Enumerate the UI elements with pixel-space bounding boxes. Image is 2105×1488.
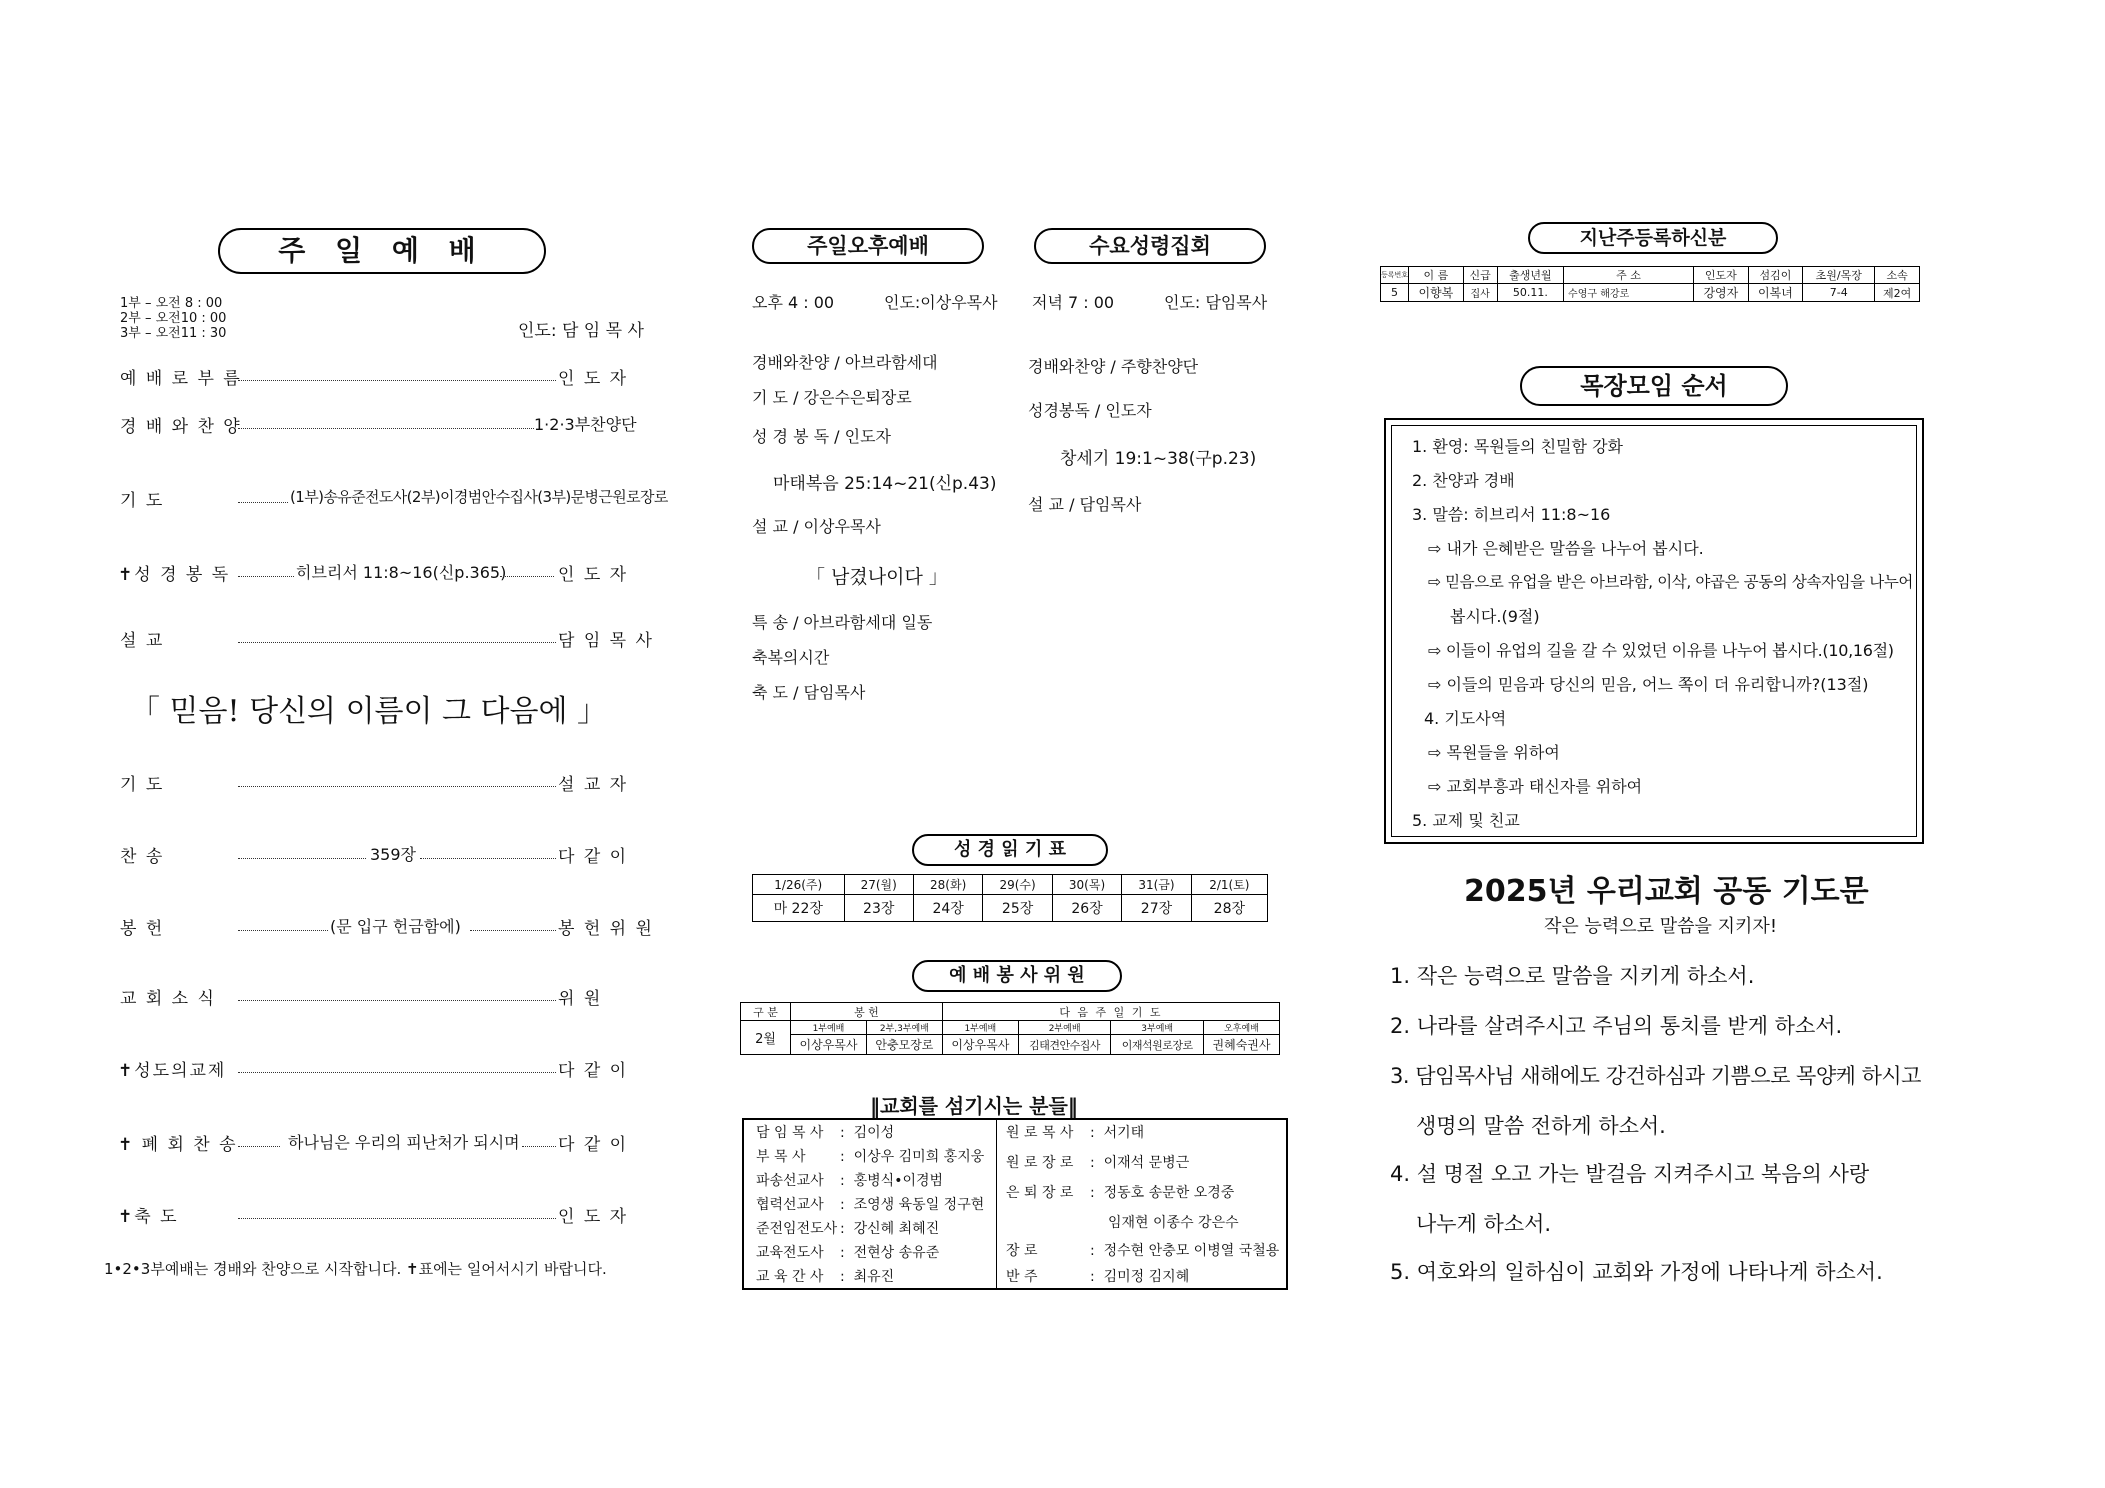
- minister-role: 교육전도사: [756, 1245, 824, 1261]
- minister-names-text: 이상우 김미희 홍지웅: [853, 1149, 985, 1165]
- afternoon-line: 경배와찬양 / 아브라함세대: [752, 353, 938, 372]
- order-label: 기 도: [120, 491, 165, 511]
- sermon-title: 「 믿음! 당신의 이름이 그 다음에 」: [130, 694, 608, 729]
- minister-names-text: 정수현 안충모 이병열 국철용: [1103, 1243, 1280, 1259]
- minister-names-text: 최유진: [853, 1269, 895, 1285]
- bible-day: 28(화): [913, 875, 982, 895]
- afternoon-line: 축복의시간: [752, 648, 830, 667]
- order-label: 설 교: [120, 631, 165, 651]
- bible-chapter: 24장: [913, 895, 982, 922]
- committee-subheader: 2부,3부예배: [866, 1021, 942, 1035]
- prayer-line: 나누게 하소서.: [1416, 1212, 1552, 1236]
- afternoon-line: 축 도 / 담임목사: [752, 683, 866, 702]
- committee-offering-header: 봉 헌: [791, 1003, 943, 1021]
- bible-chapter: 25장: [983, 895, 1052, 922]
- prayer-title: 2025년 우리교회 공동 기도문: [1464, 874, 1869, 909]
- new-members-header: 신급: [1463, 267, 1497, 284]
- bible-day: 2/1(토): [1191, 875, 1267, 895]
- order-label: 기 도: [120, 775, 165, 795]
- minister-names: : 전현상 송유준: [840, 1245, 940, 1261]
- minister-names: : 정동호 송문한 오경중: [1090, 1185, 1235, 1201]
- committee-name: 권혜숙권사: [1204, 1035, 1280, 1055]
- order-label: 교 회 소 식: [120, 989, 216, 1009]
- committee-name: 이상우목사: [791, 1035, 867, 1055]
- minister-names: : 서기태: [1090, 1125, 1145, 1141]
- committee-division-header: 구 분: [741, 1003, 791, 1021]
- bible-chapter: 28장: [1191, 895, 1267, 922]
- service-time-3: 3부 – 오전11 : 30: [120, 326, 227, 341]
- mokjang-line: ⇨ 믿음으로 유업을 받은 아브라함, 이삭, 야곱은 공동의 상속자임을 나누어: [1428, 573, 1914, 591]
- bible-chapter: 23장: [844, 895, 913, 922]
- committee-subheader: 1부예배: [791, 1021, 867, 1035]
- minister-role: 원 로 목 사: [1006, 1125, 1074, 1141]
- service-time-1: 1부 – 오전 8 : 00: [120, 296, 223, 311]
- sunday-service-title: 주 일 예 배: [218, 228, 546, 274]
- order-right: 인 도 자: [558, 565, 629, 585]
- committee-subheader: 2부예배: [1018, 1021, 1111, 1035]
- mokjang-line: 5. 교제 및 친교: [1412, 811, 1520, 830]
- order-right: 다 같 이: [558, 1061, 629, 1081]
- mokjang-title: 목장모임 순서: [1520, 366, 1788, 406]
- bible-chapter-row: [753, 895, 1268, 922]
- order-label: ✝성도의교제: [118, 1061, 227, 1081]
- bible-day: 30(목): [1052, 875, 1121, 895]
- order-right: 봉 헌 위 원: [558, 919, 654, 939]
- new-members-header: 인도자: [1694, 267, 1749, 284]
- service-committee-title: 예 배 봉 사 위 원: [912, 960, 1122, 992]
- new-member-cell: 50.11.: [1497, 284, 1563, 302]
- wednesday-time: 저녁 7 : 00: [1032, 293, 1115, 312]
- minister-role: 원 로 장 로: [1006, 1155, 1074, 1171]
- minister-names-text: 조영생 육동일 정구현: [853, 1197, 985, 1213]
- prayer-line: 1. 작은 능력으로 말씀을 지키게 하소서.: [1390, 964, 1755, 988]
- service-committee-table: [740, 1002, 1280, 1055]
- new-members-header: 섬김이: [1748, 267, 1803, 284]
- minister-role: 준전임전도사: [756, 1221, 838, 1237]
- committee-name: 이상우목사: [942, 1035, 1018, 1055]
- bible-day: 29(수): [983, 875, 1052, 895]
- afternoon-line: 특 송 / 아브라함세대 일동: [752, 613, 933, 632]
- prayer-subtitle: 작은 능력으로 말씀을 지키자!: [1544, 916, 1778, 937]
- minister-names: : 최유진: [840, 1269, 895, 1285]
- afternoon-line: 「 남겼나이다 」: [806, 566, 948, 588]
- afternoon-line: 마태복음 25:14~21(신p.43): [773, 474, 997, 494]
- order-right: 다 같 이: [558, 847, 629, 867]
- service-time-2: 2부 – 오전10 : 00: [120, 311, 227, 326]
- bible-day-row: [753, 875, 1268, 895]
- minister-names-text: 강신혜 최혜진: [853, 1221, 940, 1237]
- minister-names: : 김이성: [840, 1125, 895, 1141]
- footnote: 1•2•3부예배는 경배와 찬양으로 시작합니다. ✝표에는 일어서시기 바랍니다.: [104, 1260, 607, 1278]
- order-right: 인 도 자: [558, 369, 629, 389]
- order-middle: (문 입구 헌금함에): [330, 917, 461, 936]
- wednesday-line: 경배와찬양 / 주향찬양단: [1028, 357, 1199, 376]
- wednesday-leader: 인도: 담임목사: [1164, 293, 1268, 312]
- bible-day: 27(월): [844, 875, 913, 895]
- committee-header-row: [741, 1003, 1280, 1021]
- new-members-header: 출생년월: [1497, 267, 1563, 284]
- afternoon-service-title: 주일오후예배: [752, 228, 984, 264]
- bible-chapter: 마 22장: [753, 895, 845, 922]
- minister-names: : 이재석 문병근: [1090, 1155, 1190, 1171]
- minister-role: 담 임 목 사: [756, 1125, 824, 1141]
- minister-names: : 홍병식•이경범: [840, 1173, 944, 1189]
- committee-subheader-row: [741, 1021, 1280, 1035]
- mokjang-line: 1. 환영: 목원들의 친밀함 강화: [1412, 437, 1624, 456]
- afternoon-time: 오후 4 : 00: [752, 293, 835, 312]
- order-middle: (1부)송유준전도사(2부)이경범안수집사(3부)문병근원로장로: [290, 488, 668, 506]
- new-members-header: 주 소: [1564, 267, 1694, 284]
- minister-role: 은 퇴 장 로: [1006, 1185, 1074, 1201]
- service-leader: 인도: 담 임 목 사: [518, 321, 644, 341]
- prayer-line: 4. 설 명절 오고 가는 발걸음 지켜주시고 복음의 사랑: [1390, 1162, 1870, 1186]
- minister-names: : 정수현 안충모 이병열 국철용: [1090, 1243, 1280, 1259]
- afternoon-line: 성 경 봉 독 / 인도자: [752, 427, 892, 446]
- new-member-cell: 강영자: [1694, 284, 1749, 302]
- bible-day: 1/26(주): [753, 875, 845, 895]
- committee-subheader: 오후예배: [1204, 1021, 1280, 1035]
- minister-names-text: 이재석 문병근: [1103, 1155, 1190, 1171]
- bible-day: 31(금): [1122, 875, 1191, 895]
- new-members-title: 지난주등록하신분: [1528, 222, 1778, 254]
- mokjang-line: ⇨ 이들이 유업의 길을 갈 수 있었던 이유를 나누어 봅시다.(10,16절): [1428, 641, 1894, 660]
- wednesday-line: 설 교 / 담임목사: [1028, 495, 1142, 514]
- new-members-header: 초원/목장: [1803, 267, 1875, 284]
- order-right: 인 도 자: [558, 1207, 629, 1227]
- new-members-header: 등록번호: [1381, 267, 1409, 284]
- new-member-cell: 이향복: [1409, 284, 1464, 302]
- ministers-title: ‖교회를 섬기시는 분들‖: [870, 1094, 1078, 1118]
- minister-role: 교 육 간 사: [756, 1269, 824, 1285]
- prayer-line: 3. 담임목사님 새해에도 강건하심과 기쁨으로 목양케 하시고: [1390, 1064, 1921, 1088]
- order-label: ✝성 경 봉 독: [118, 565, 231, 585]
- minister-names: : 조영생 육동일 정구현: [840, 1197, 985, 1213]
- committee-name: 이재석원로장로: [1111, 1035, 1204, 1055]
- mokjang-line: 봅시다.(9절): [1450, 607, 1540, 626]
- minister-names-text: 전현상 송유준: [853, 1245, 940, 1261]
- minister-role: 장 로: [1006, 1243, 1038, 1259]
- new-members-row: [1381, 284, 1920, 302]
- new-member-cell: 수영구 해강로: [1564, 284, 1694, 302]
- order-label: 예 배 로 부 름: [120, 369, 242, 389]
- mokjang-line: ⇨ 목원들을 위하여: [1428, 743, 1560, 762]
- mokjang-line: ⇨ 이들의 믿음과 당신의 믿음, 어느 쪽이 더 유리합니까?(13절): [1428, 675, 1869, 694]
- wednesday-line: 창세기 19:1~38(구p.23): [1060, 449, 1257, 469]
- order-right: 다 같 이: [558, 1135, 629, 1155]
- order-middle: 하나님은 우리의 피난처가 되시며: [288, 1133, 520, 1152]
- afternoon-line: 기 도 / 강은수은퇴장로: [752, 388, 912, 407]
- order-right: 1·2·3부찬양단: [534, 415, 637, 434]
- new-member-cell: 5: [1381, 284, 1409, 302]
- order-label: ✝ 폐 회 찬 송: [118, 1135, 238, 1155]
- mokjang-line: 4. 기도사역: [1424, 709, 1507, 728]
- afternoon-line: 설 교 / 이상우목사: [752, 517, 881, 536]
- new-member-cell: 집사: [1463, 284, 1497, 302]
- order-middle: 히브리서 11:8~16(신p.365): [296, 563, 507, 582]
- order-right: 위 원: [558, 989, 603, 1009]
- order-right: 설 교 자: [558, 775, 629, 795]
- new-members-header: 소속: [1875, 267, 1920, 284]
- minister-role: 부 목 사: [756, 1149, 806, 1165]
- committee-prayer-header: 다 음 주 일 기 도: [942, 1003, 1279, 1021]
- committee-subheader: 3부예배: [1111, 1021, 1204, 1035]
- prayer-line: 2. 나라를 살려주시고 주님의 통치를 받게 하소서.: [1390, 1014, 1843, 1038]
- minister-role: 파송선교사: [756, 1173, 824, 1189]
- mokjang-line: ⇨ 교회부흥과 태신자를 위하여: [1428, 777, 1643, 796]
- mokjang-line: 2. 찬양과 경배: [1412, 471, 1515, 490]
- mokjang-line: ⇨ 내가 은혜받은 말씀을 나누어 봅시다.: [1428, 539, 1704, 558]
- prayer-line: 5. 여호와의 일하심이 교회와 가정에 나타나게 하소서.: [1390, 1260, 1883, 1284]
- wednesday-line: 성경봉독 / 인도자: [1028, 401, 1152, 420]
- minister-names: : 김미정 김지혜: [1090, 1269, 1190, 1285]
- order-middle: 359장: [370, 845, 416, 864]
- order-label: 경 배 와 찬 양: [120, 417, 242, 437]
- order-label: 봉 헌: [120, 919, 165, 939]
- minister-names-text: 서기태: [1103, 1125, 1145, 1141]
- wednesday-service-title: 수요성령집회: [1034, 228, 1266, 264]
- bible-chapter: 26장: [1052, 895, 1121, 922]
- prayer-line: 생명의 말씀 전하게 하소서.: [1416, 1114, 1666, 1138]
- minister-role: 반 주: [1006, 1269, 1038, 1285]
- minister-role: 협력선교사: [756, 1197, 824, 1213]
- order-right: 담 임 목 사: [558, 631, 654, 651]
- committee-month: 2월: [741, 1021, 791, 1055]
- minister-names-text: 정동호 송문한 오경중: [1103, 1185, 1235, 1201]
- new-members-table: [1380, 266, 1920, 302]
- committee-subheader: 1부예배: [942, 1021, 1018, 1035]
- committee-name: 김태견안수집사: [1018, 1035, 1111, 1055]
- new-members-header-row: [1381, 267, 1920, 284]
- minister-names: 임재현 이종수 강은수: [1108, 1215, 1239, 1231]
- new-members-header: 이 름: [1409, 267, 1464, 284]
- new-member-cell: 이복녀: [1748, 284, 1803, 302]
- minister-names: : 이상우 김미희 홍지웅: [840, 1149, 985, 1165]
- bible-chapter: 27장: [1122, 895, 1191, 922]
- order-label: 찬 송: [120, 847, 165, 867]
- order-label: ✝축 도: [118, 1207, 179, 1227]
- afternoon-leader: 인도:이상우목사: [884, 293, 998, 312]
- minister-names-text: 김이성: [853, 1125, 895, 1141]
- committee-name: 안충모장로: [866, 1035, 942, 1055]
- minister-names-text: 홍병식•이경범: [853, 1173, 944, 1189]
- minister-names: : 강신혜 최혜진: [840, 1221, 940, 1237]
- bible-reading-title: 성 경 읽 기 표: [912, 834, 1108, 866]
- minister-names-text: 김미정 김지혜: [1103, 1269, 1190, 1285]
- new-member-cell: 제2여: [1875, 284, 1920, 302]
- committee-names-row: [741, 1035, 1280, 1055]
- new-member-cell: 7-4: [1803, 284, 1875, 302]
- bible-reading-table: [752, 874, 1268, 922]
- mokjang-line: 3. 말씀: 히브리서 11:8~16: [1412, 505, 1611, 524]
